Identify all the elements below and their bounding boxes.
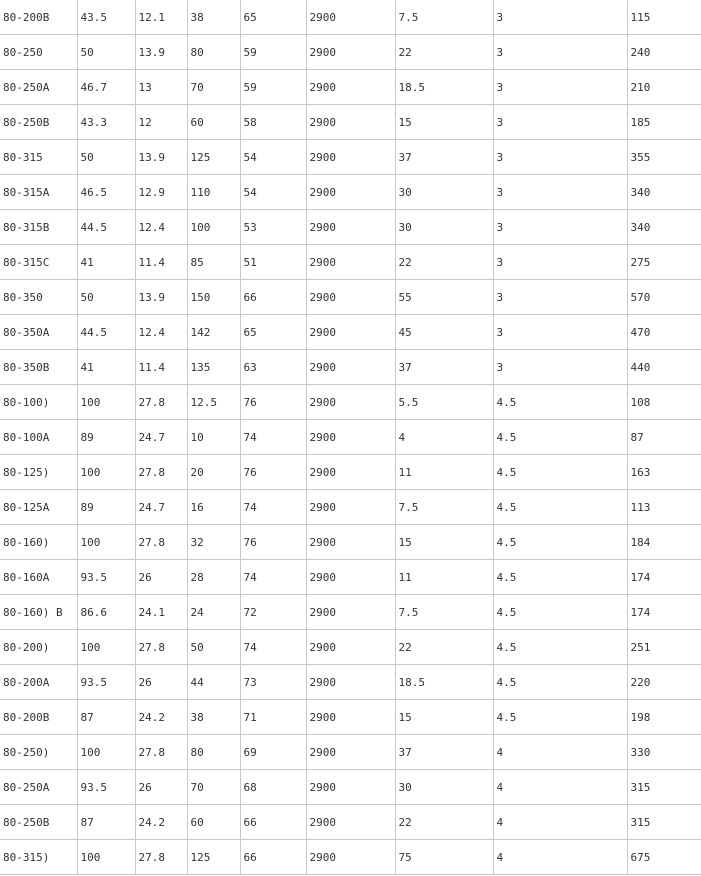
cell-head: 125 (187, 840, 240, 875)
table-row (0, 770, 701, 805)
cell-weight: 240 (627, 35, 701, 70)
table-row (0, 420, 701, 455)
cell-efficiency: 74 (240, 630, 306, 665)
cell-head: 38 (187, 0, 240, 35)
cell-flow-m3h: 44.5 (77, 210, 135, 245)
cell-speed: 2900 (306, 35, 395, 70)
cell-weight: 220 (627, 665, 701, 700)
cell-npsh: 4 (493, 770, 627, 805)
cell-model: 80-100A (0, 420, 77, 455)
table-row (0, 210, 701, 245)
cell-efficiency: 76 (240, 525, 306, 560)
cell-npsh: 4 (493, 840, 627, 875)
cell-head: 12.5 (187, 385, 240, 420)
cell-npsh: 3 (493, 105, 627, 140)
cell-flow-ls: 27.8 (135, 525, 187, 560)
cell-head: 50 (187, 630, 240, 665)
cell-model: 80-250B (0, 105, 77, 140)
cell-head: 16 (187, 490, 240, 525)
cell-model: 80-200) (0, 630, 77, 665)
cell-flow-ls: 27.8 (135, 630, 187, 665)
cell-model: 80-125A (0, 490, 77, 525)
cell-efficiency: 71 (240, 700, 306, 735)
cell-efficiency: 65 (240, 0, 306, 35)
cell-flow-m3h: 87 (77, 700, 135, 735)
cell-efficiency: 76 (240, 455, 306, 490)
cell-flow-m3h: 43.3 (77, 105, 135, 140)
cell-weight: 198 (627, 700, 701, 735)
cell-efficiency: 74 (240, 420, 306, 455)
table-row (0, 735, 701, 770)
cell-weight: 185 (627, 105, 701, 140)
cell-model: 80-350 (0, 280, 77, 315)
cell-npsh: 3 (493, 70, 627, 105)
cell-head: 70 (187, 70, 240, 105)
cell-efficiency: 58 (240, 105, 306, 140)
cell-npsh: 3 (493, 350, 627, 385)
cell-model: 80-160A (0, 560, 77, 595)
cell-speed: 2900 (306, 175, 395, 210)
cell-npsh: 4.5 (493, 490, 627, 525)
cell-head: 142 (187, 315, 240, 350)
cell-flow-ls: 12.1 (135, 0, 187, 35)
cell-model: 80-315B (0, 210, 77, 245)
cell-flow-ls: 24.2 (135, 700, 187, 735)
cell-head: 32 (187, 525, 240, 560)
cell-power: 22 (395, 630, 493, 665)
cell-speed: 2900 (306, 420, 395, 455)
cell-flow-m3h: 89 (77, 490, 135, 525)
cell-flow-ls: 13.9 (135, 280, 187, 315)
cell-weight: 340 (627, 175, 701, 210)
cell-npsh: 4.5 (493, 455, 627, 490)
cell-flow-ls: 24.2 (135, 805, 187, 840)
cell-flow-m3h: 89 (77, 420, 135, 455)
cell-head: 85 (187, 245, 240, 280)
table-row (0, 280, 701, 315)
cell-speed: 2900 (306, 385, 395, 420)
cell-model: 80-315A (0, 175, 77, 210)
table-row (0, 0, 701, 35)
cell-power: 15 (395, 105, 493, 140)
cell-model: 80-160) (0, 525, 77, 560)
cell-efficiency: 76 (240, 385, 306, 420)
table-row (0, 105, 701, 140)
cell-power: 30 (395, 770, 493, 805)
cell-npsh: 4 (493, 805, 627, 840)
cell-efficiency: 54 (240, 140, 306, 175)
cell-power: 7.5 (395, 0, 493, 35)
cell-flow-ls: 11.4 (135, 245, 187, 280)
cell-speed: 2900 (306, 280, 395, 315)
table-row (0, 455, 701, 490)
cell-model: 80-350A (0, 315, 77, 350)
cell-head: 100 (187, 210, 240, 245)
cell-speed: 2900 (306, 455, 395, 490)
cell-efficiency: 68 (240, 770, 306, 805)
cell-head: 80 (187, 735, 240, 770)
cell-power: 15 (395, 525, 493, 560)
cell-power: 22 (395, 245, 493, 280)
cell-power: 11 (395, 455, 493, 490)
cell-efficiency: 65 (240, 315, 306, 350)
table-row (0, 35, 701, 70)
cell-speed: 2900 (306, 140, 395, 175)
cell-model: 80-250B (0, 805, 77, 840)
cell-weight: 163 (627, 455, 701, 490)
table-row (0, 245, 701, 280)
cell-efficiency: 74 (240, 490, 306, 525)
cell-flow-ls: 26 (135, 665, 187, 700)
cell-flow-ls: 24.7 (135, 420, 187, 455)
cell-head: 20 (187, 455, 240, 490)
cell-flow-ls: 12 (135, 105, 187, 140)
cell-speed: 2900 (306, 630, 395, 665)
cell-head: 28 (187, 560, 240, 595)
cell-model: 80-160) B (0, 595, 77, 630)
cell-power: 4 (395, 420, 493, 455)
cell-npsh: 3 (493, 245, 627, 280)
table-row (0, 630, 701, 665)
cell-weight: 113 (627, 490, 701, 525)
cell-npsh: 4.5 (493, 420, 627, 455)
cell-speed: 2900 (306, 210, 395, 245)
cell-weight: 174 (627, 595, 701, 630)
cell-head: 80 (187, 35, 240, 70)
cell-npsh: 4.5 (493, 700, 627, 735)
cell-efficiency: 72 (240, 595, 306, 630)
cell-efficiency: 69 (240, 735, 306, 770)
cell-model: 80-100) (0, 385, 77, 420)
cell-model: 80-125) (0, 455, 77, 490)
cell-head: 60 (187, 805, 240, 840)
cell-npsh: 4.5 (493, 385, 627, 420)
cell-weight: 174 (627, 560, 701, 595)
cell-npsh: 4.5 (493, 595, 627, 630)
cell-flow-ls: 27.8 (135, 385, 187, 420)
cell-speed: 2900 (306, 0, 395, 35)
cell-speed: 2900 (306, 805, 395, 840)
cell-flow-m3h: 100 (77, 385, 135, 420)
table-row (0, 70, 701, 105)
table-row (0, 700, 701, 735)
cell-npsh: 3 (493, 315, 627, 350)
cell-speed: 2900 (306, 665, 395, 700)
cell-flow-ls: 24.7 (135, 490, 187, 525)
cell-weight: 570 (627, 280, 701, 315)
cell-flow-ls: 13.9 (135, 140, 187, 175)
cell-weight: 115 (627, 0, 701, 35)
cell-model: 80-315 (0, 140, 77, 175)
cell-flow-ls: 27.8 (135, 455, 187, 490)
cell-flow-m3h: 44.5 (77, 315, 135, 350)
cell-speed: 2900 (306, 735, 395, 770)
cell-flow-m3h: 41 (77, 350, 135, 385)
cell-flow-m3h: 50 (77, 35, 135, 70)
cell-npsh: 3 (493, 280, 627, 315)
cell-speed: 2900 (306, 560, 395, 595)
cell-model: 80-200B (0, 700, 77, 735)
cell-power: 37 (395, 350, 493, 385)
cell-efficiency: 66 (240, 280, 306, 315)
cell-power: 37 (395, 140, 493, 175)
cell-power: 11 (395, 560, 493, 595)
cell-npsh: 3 (493, 35, 627, 70)
cell-power: 75 (395, 840, 493, 875)
table-row (0, 490, 701, 525)
cell-weight: 330 (627, 735, 701, 770)
cell-head: 10 (187, 420, 240, 455)
cell-power: 45 (395, 315, 493, 350)
cell-flow-m3h: 86.6 (77, 595, 135, 630)
cell-flow-ls: 13 (135, 70, 187, 105)
cell-flow-ls: 26 (135, 560, 187, 595)
cell-npsh: 3 (493, 175, 627, 210)
cell-weight: 87 (627, 420, 701, 455)
cell-model: 80-315C (0, 245, 77, 280)
cell-flow-m3h: 46.7 (77, 70, 135, 105)
cell-npsh: 4.5 (493, 630, 627, 665)
table-row (0, 385, 701, 420)
cell-head: 38 (187, 700, 240, 735)
cell-weight: 440 (627, 350, 701, 385)
cell-flow-ls: 13.9 (135, 35, 187, 70)
cell-head: 150 (187, 280, 240, 315)
cell-flow-ls: 26 (135, 770, 187, 805)
cell-weight: 275 (627, 245, 701, 280)
cell-npsh: 4.5 (493, 525, 627, 560)
cell-weight: 355 (627, 140, 701, 175)
table-row (0, 560, 701, 595)
cell-model: 80-350B (0, 350, 77, 385)
cell-npsh: 4.5 (493, 665, 627, 700)
cell-head: 24 (187, 595, 240, 630)
cell-weight: 184 (627, 525, 701, 560)
cell-efficiency: 51 (240, 245, 306, 280)
cell-efficiency: 59 (240, 70, 306, 105)
cell-power: 30 (395, 210, 493, 245)
cell-head: 135 (187, 350, 240, 385)
table-row (0, 350, 701, 385)
cell-speed: 2900 (306, 245, 395, 280)
cell-npsh: 4.5 (493, 560, 627, 595)
cell-flow-ls: 12.4 (135, 315, 187, 350)
cell-flow-m3h: 100 (77, 455, 135, 490)
cell-speed: 2900 (306, 525, 395, 560)
cell-model: 80-250 (0, 35, 77, 70)
cell-flow-m3h: 50 (77, 280, 135, 315)
cell-weight: 108 (627, 385, 701, 420)
cell-weight: 315 (627, 805, 701, 840)
cell-flow-m3h: 100 (77, 630, 135, 665)
cell-weight: 315 (627, 770, 701, 805)
cell-efficiency: 59 (240, 35, 306, 70)
cell-head: 110 (187, 175, 240, 210)
cell-flow-m3h: 100 (77, 840, 135, 875)
table-row (0, 665, 701, 700)
cell-flow-m3h: 93.5 (77, 560, 135, 595)
cell-efficiency: 53 (240, 210, 306, 245)
cell-power: 15 (395, 700, 493, 735)
cell-power: 55 (395, 280, 493, 315)
cell-flow-m3h: 50 (77, 140, 135, 175)
cell-model: 80-250) (0, 735, 77, 770)
cell-flow-m3h: 41 (77, 245, 135, 280)
cell-head: 125 (187, 140, 240, 175)
cell-model: 80-200B (0, 0, 77, 35)
cell-speed: 2900 (306, 315, 395, 350)
cell-flow-m3h: 43.5 (77, 0, 135, 35)
cell-efficiency: 73 (240, 665, 306, 700)
cell-npsh: 3 (493, 210, 627, 245)
cell-power: 7.5 (395, 595, 493, 630)
cell-speed: 2900 (306, 840, 395, 875)
table-row (0, 315, 701, 350)
cell-power: 18.5 (395, 665, 493, 700)
cell-weight: 470 (627, 315, 701, 350)
cell-flow-m3h: 93.5 (77, 665, 135, 700)
cell-npsh: 3 (493, 140, 627, 175)
cell-speed: 2900 (306, 770, 395, 805)
cell-efficiency: 54 (240, 175, 306, 210)
table-row (0, 175, 701, 210)
cell-flow-m3h: 87 (77, 805, 135, 840)
cell-flow-ls: 27.8 (135, 735, 187, 770)
table-row (0, 805, 701, 840)
table-row (0, 840, 701, 875)
cell-flow-m3h: 100 (77, 525, 135, 560)
cell-flow-m3h: 93.5 (77, 770, 135, 805)
cell-model: 80-250A (0, 70, 77, 105)
cell-head: 60 (187, 105, 240, 140)
cell-efficiency: 74 (240, 560, 306, 595)
cell-flow-ls: 11.4 (135, 350, 187, 385)
cell-speed: 2900 (306, 490, 395, 525)
table-row (0, 525, 701, 560)
cell-power: 22 (395, 805, 493, 840)
cell-weight: 210 (627, 70, 701, 105)
cell-flow-m3h: 46.5 (77, 175, 135, 210)
cell-model: 80-250A (0, 770, 77, 805)
cell-head: 44 (187, 665, 240, 700)
cell-flow-m3h: 100 (77, 735, 135, 770)
cell-npsh: 3 (493, 0, 627, 35)
cell-power: 7.5 (395, 490, 493, 525)
cell-speed: 2900 (306, 105, 395, 140)
cell-model: 80-200A (0, 665, 77, 700)
cell-model: 80-315) (0, 840, 77, 875)
cell-flow-ls: 12.9 (135, 175, 187, 210)
cell-flow-ls: 12.4 (135, 210, 187, 245)
cell-head: 70 (187, 770, 240, 805)
cell-power: 22 (395, 35, 493, 70)
cell-speed: 2900 (306, 350, 395, 385)
table-row (0, 595, 701, 630)
cell-flow-ls: 27.8 (135, 840, 187, 875)
cell-efficiency: 63 (240, 350, 306, 385)
cell-npsh: 4 (493, 735, 627, 770)
cell-weight: 251 (627, 630, 701, 665)
table-row (0, 140, 701, 175)
cell-weight: 675 (627, 840, 701, 875)
cell-efficiency: 66 (240, 840, 306, 875)
cell-flow-ls: 24.1 (135, 595, 187, 630)
cell-speed: 2900 (306, 70, 395, 105)
cell-efficiency: 66 (240, 805, 306, 840)
cell-power: 37 (395, 735, 493, 770)
cell-power: 18.5 (395, 70, 493, 105)
cell-speed: 2900 (306, 700, 395, 735)
cell-power: 30 (395, 175, 493, 210)
cell-power: 5.5 (395, 385, 493, 420)
cell-weight: 340 (627, 210, 701, 245)
cell-speed: 2900 (306, 595, 395, 630)
